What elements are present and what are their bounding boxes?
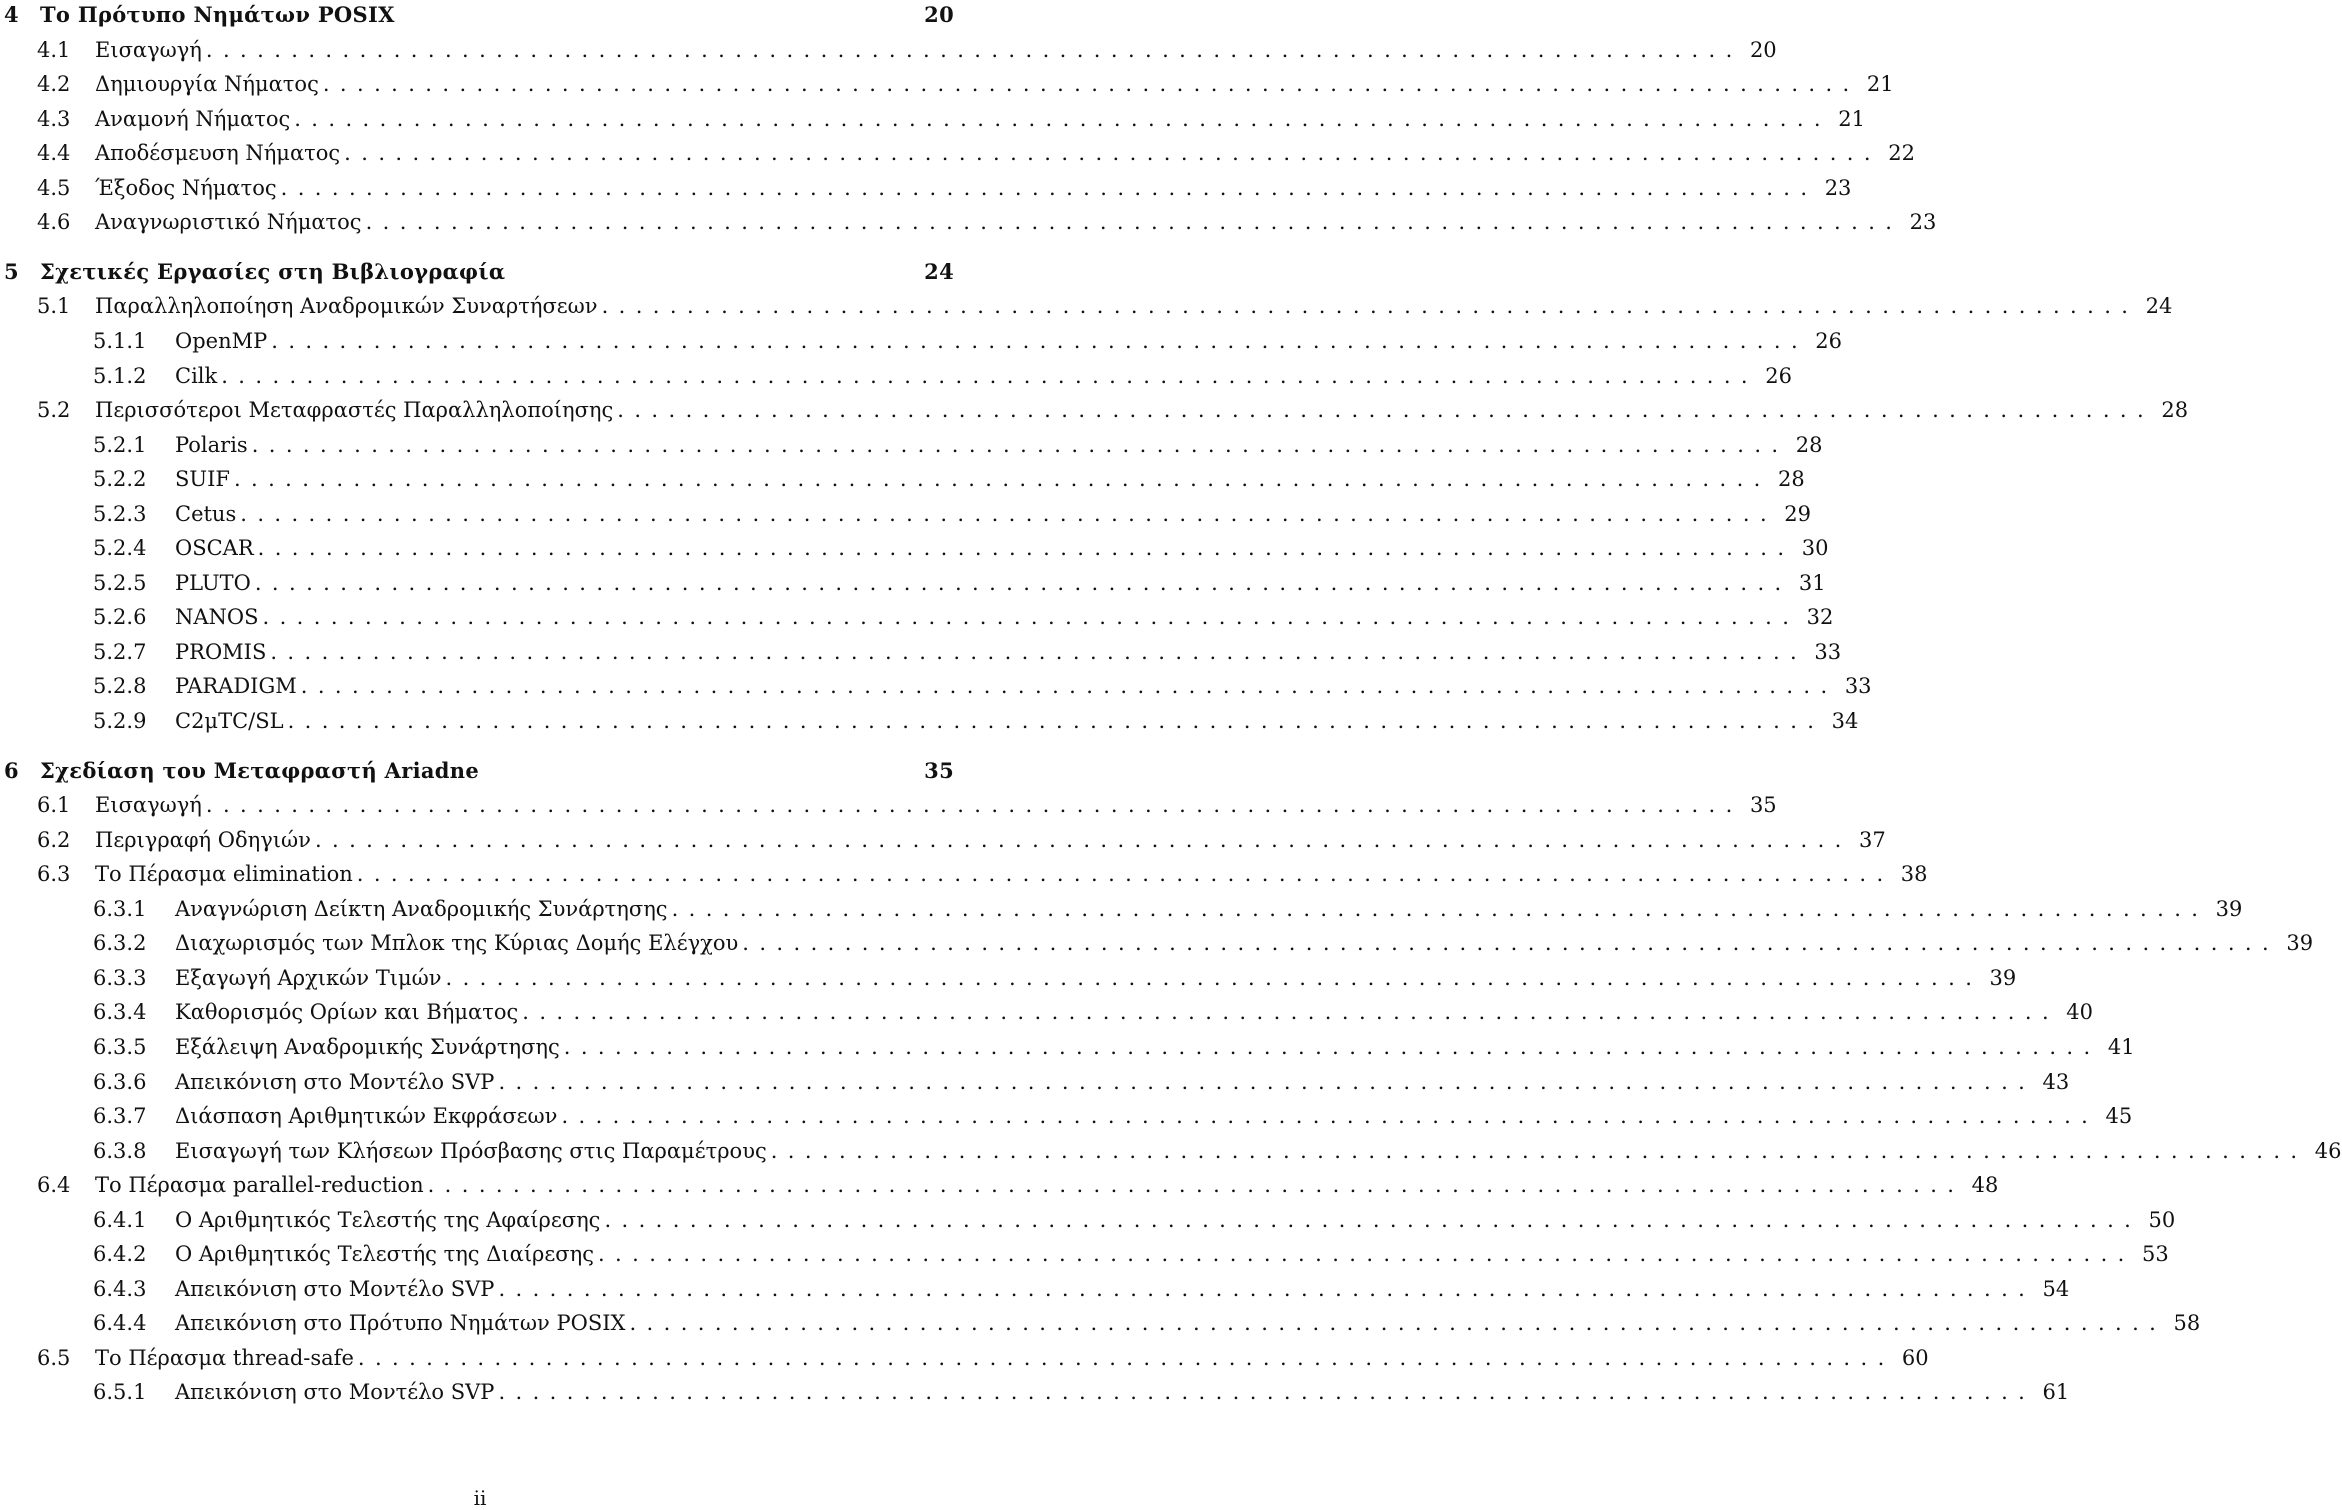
toc-section-entry[interactable] bbox=[0, 1168, 1999, 1202]
toc-entry-number: 6.4.4 bbox=[93, 1311, 147, 1336]
toc-entry-title: Ο Αριθμητικός Τελεστής της Διαίρεσης bbox=[175, 1242, 594, 1267]
toc-entry-number: 6.3.1 bbox=[93, 896, 147, 921]
toc-dot-leader: .......................................................................................... bbox=[294, 106, 1832, 131]
toc-section-entry[interactable] bbox=[0, 428, 1823, 462]
toc-section-entry[interactable] bbox=[0, 324, 1843, 358]
toc-entry-page: 43 bbox=[2042, 1069, 2070, 1094]
toc-entry-number: 4.1 bbox=[37, 37, 71, 62]
toc-entry-page: 37 bbox=[1858, 827, 1886, 852]
toc-entry-title: Polaris bbox=[175, 432, 248, 457]
toc-section-entry[interactable] bbox=[0, 1341, 1929, 1375]
toc-entry-page: 38 bbox=[1900, 862, 1928, 887]
toc-entry-number: 6.3.5 bbox=[93, 1034, 147, 1059]
toc-entry-title: OpenMP bbox=[175, 328, 268, 353]
toc-entry-title: Παραλληλοποίηση Αναδρομικών Συναρτήσεων bbox=[95, 294, 598, 319]
toc-dot-leader: .......................................................................................... bbox=[357, 1345, 1895, 1370]
toc-section-entry[interactable] bbox=[0, 531, 1829, 565]
toc-dot-leader: .......................................................................................... bbox=[522, 1000, 2060, 1025]
toc-entry-title: Το Πέρασμα thread-safe bbox=[95, 1345, 354, 1370]
toc-dot-leader: .......................................................................................... bbox=[356, 862, 1894, 887]
toc-section-entry[interactable] bbox=[0, 497, 1812, 531]
toc-section-entry[interactable] bbox=[0, 1099, 2133, 1133]
toc-entry-number: 6.5 bbox=[37, 1345, 71, 1370]
toc-entry-title: Εξαγωγή Αρχικών Τιμών bbox=[175, 965, 442, 990]
toc-dot-leader: .......................................................................................... bbox=[280, 175, 1818, 200]
toc-entry-number: 5.2.4 bbox=[93, 536, 147, 561]
toc-section-entry[interactable] bbox=[0, 1203, 2176, 1237]
toc-dot-leader: .......................................................................................... bbox=[770, 1138, 2308, 1163]
toc-entry-number: 4 bbox=[4, 2, 19, 27]
toc-entry-title: Δημιουργία Νήματος bbox=[95, 72, 319, 97]
toc-dot-leader: .......................................................................................... bbox=[617, 398, 2155, 423]
toc-entry-page: 22 bbox=[1888, 141, 1915, 166]
toc-entry-title: Εξάλειψη Αναδρομικής Συνάρτησης bbox=[175, 1034, 560, 1059]
toc-entry-title: Απεικόνιση στο Πρότυπο Νημάτων POSIX bbox=[175, 1311, 626, 1336]
toc-entry-number: 5.2.5 bbox=[93, 570, 147, 595]
toc-entry-page: 33 bbox=[1844, 674, 1872, 699]
toc-entry-number: 4.4 bbox=[37, 141, 71, 166]
toc-entry-title: Διαχωρισμός των Μπλοκ της Κύριας Δομής Ελέγχου bbox=[175, 931, 739, 956]
toc-section-entry[interactable] bbox=[0, 1237, 2169, 1271]
toc-entry-number: 4.3 bbox=[37, 106, 71, 131]
toc-dot-leader: .......................................................................................... bbox=[221, 363, 1759, 388]
toc-entry-page: 48 bbox=[1971, 1173, 1999, 1198]
toc-entry-page: 40 bbox=[2066, 1000, 2094, 1025]
toc-entry-number: 4.2 bbox=[37, 72, 71, 97]
toc-section-entry[interactable] bbox=[0, 1306, 2201, 1340]
toc-section-entry[interactable] bbox=[0, 669, 1872, 703]
toc-section-entry[interactable] bbox=[0, 1272, 2070, 1306]
toc-entry-title: Σχετικές Εργασίες στη Βιβλιογραφία bbox=[40, 258, 506, 284]
toc-dot-leader: .......................................................................................... bbox=[287, 709, 1825, 733]
toc-section-entry[interactable] bbox=[0, 102, 1866, 136]
toc-entry-title: Αναγνώριση Δείκτη Αναδρομικής Συνάρτησης bbox=[175, 896, 668, 921]
toc-entry-page: 39 bbox=[1989, 965, 2017, 990]
toc-entry-number: 5.2.6 bbox=[93, 605, 147, 630]
toc-dot-leader: .......................................................................................... bbox=[597, 1242, 2135, 1267]
toc-entry-page: 26 bbox=[1815, 328, 1843, 353]
toc-dot-leader: .......................................................................................... bbox=[205, 37, 1743, 62]
toc-entry-page: 20 bbox=[924, 2, 954, 27]
toc-entry-page: 35 bbox=[924, 757, 954, 783]
toc-entry-title: Καθορισμός Ορίων και Βήματος bbox=[175, 1000, 519, 1025]
toc-section-entry[interactable] bbox=[0, 566, 1826, 600]
toc-entry-number: 5.1.2 bbox=[93, 363, 147, 388]
page-number: ii bbox=[473, 1486, 487, 1510]
toc-section-entry[interactable] bbox=[0, 926, 2314, 960]
toc-entry-page: 31 bbox=[1798, 570, 1826, 595]
toc-entry-number: 6.5.1 bbox=[93, 1380, 147, 1405]
toc-entry-page: 23 bbox=[1909, 210, 1937, 235]
toc-entry-page: 33 bbox=[1814, 639, 1842, 664]
toc-entry-page: 24 bbox=[2145, 294, 2173, 319]
toc-entry-number: 5.2.9 bbox=[93, 709, 147, 733]
toc-entry-number: 5.2.2 bbox=[93, 467, 147, 492]
toc-entry-page: 39 bbox=[2215, 896, 2243, 921]
toc-dot-leader: .......................................................................................... bbox=[344, 141, 1881, 166]
toc-entry-page: 29 bbox=[1784, 501, 1812, 526]
toc-entry-page: 46 bbox=[2314, 1138, 2342, 1163]
toc-entry-title: Περιγραφή Οδηγιών bbox=[95, 827, 311, 852]
toc-dot-leader: .......................................................................................... bbox=[262, 605, 1800, 630]
toc-entry-title: SUIF bbox=[175, 467, 230, 492]
toc-section-entry[interactable] bbox=[0, 359, 1793, 393]
toc-entry-title: PROMIS bbox=[175, 639, 267, 664]
toc-section-entry[interactable] bbox=[0, 635, 1842, 669]
toc-entry-title: Αποδέσμευση Νήματος bbox=[95, 141, 341, 166]
toc-section-entry[interactable] bbox=[0, 892, 2243, 926]
toc-entry-title: Ο Αριθμητικός Τελεστής της Αφαίρεσης bbox=[175, 1207, 601, 1232]
toc-entry-number: 4.6 bbox=[37, 210, 71, 235]
toc-entry-number: 5.1.1 bbox=[93, 328, 147, 353]
toc-section-entry[interactable] bbox=[0, 205, 1937, 239]
toc-dot-leader: .......................................................................................... bbox=[671, 896, 2209, 921]
toc-dot-leader: .......................................................................................... bbox=[604, 1207, 2142, 1232]
toc-dot-leader: .......................................................................................... bbox=[240, 501, 1778, 526]
toc-dot-leader: .......................................................................................... bbox=[498, 1380, 2036, 1405]
toc-entry-number: 6.3.4 bbox=[93, 1000, 147, 1025]
toc-entry-page: 26 bbox=[1765, 363, 1793, 388]
toc-entry-number: 6.3.3 bbox=[93, 965, 147, 990]
toc-dot-leader: .......................................................................................... bbox=[601, 294, 2139, 319]
toc-dot-leader: .......................................................................................... bbox=[314, 827, 1852, 852]
toc-section-entry[interactable] bbox=[0, 33, 1777, 67]
toc-entry-page: 34 bbox=[1831, 709, 1859, 733]
toc-entry-page: 60 bbox=[1901, 1345, 1929, 1370]
toc-entry-title: Έξοδος Νήματος bbox=[95, 175, 277, 200]
toc-dot-leader: .......................................................................................... bbox=[561, 1104, 2099, 1129]
toc-entry-page: 50 bbox=[2148, 1207, 2176, 1232]
toc-entry-number: 6.4.1 bbox=[93, 1207, 147, 1232]
toc-dot-leader: .......................................................................................... bbox=[271, 328, 1809, 353]
toc-entry-number: 5.2.8 bbox=[93, 674, 147, 699]
toc-section-entry[interactable] bbox=[0, 393, 2189, 427]
toc-entry-number: 6.3.2 bbox=[93, 931, 147, 956]
toc-entry-number: 6.1 bbox=[37, 793, 71, 818]
toc-section-entry[interactable] bbox=[0, 1134, 2342, 1168]
toc-entry-page: 41 bbox=[2107, 1034, 2135, 1059]
toc-dot-leader: .......................................................................................... bbox=[254, 570, 1792, 595]
toc-entry-number: 6.3 bbox=[37, 862, 71, 887]
toc-entry-title: Το Πρότυπο Νημάτων POSIX bbox=[40, 2, 395, 27]
toc-entry-title: Το Πέρασμα elimination bbox=[95, 862, 353, 887]
toc-entry-page: 28 bbox=[2161, 398, 2189, 423]
toc-entry-page: 30 bbox=[1801, 536, 1829, 561]
toc-section-entry[interactable] bbox=[0, 136, 1915, 170]
toc-entry-number: 6.4.2 bbox=[93, 1242, 147, 1267]
toc-chapter-entry[interactable] bbox=[0, 0, 954, 32]
toc-dot-leader: .......................................................................................... bbox=[300, 674, 1838, 699]
toc-entry-page: 21 bbox=[1866, 72, 1894, 97]
toc-entry-title: Αναγνωριστικό Νήματος bbox=[95, 210, 362, 235]
toc-entry-title: Εισαγωγή bbox=[95, 37, 202, 62]
toc-entry-page: 24 bbox=[924, 258, 954, 284]
toc-entry-title: NANOS bbox=[175, 605, 259, 630]
toc-dot-leader: .......................................................................................... bbox=[445, 965, 1983, 990]
toc-entry-page: 23 bbox=[1824, 175, 1852, 200]
toc-section-entry[interactable] bbox=[0, 1065, 2070, 1099]
toc-section-entry[interactable] bbox=[0, 600, 1834, 634]
toc-section-entry[interactable] bbox=[0, 171, 1852, 205]
toc-entry-number: 5 bbox=[4, 258, 19, 284]
toc-dot-leader: .......................................................................................... bbox=[322, 72, 1860, 97]
toc-section-entry[interactable] bbox=[0, 857, 1928, 891]
toc-entry-page: 61 bbox=[2042, 1380, 2070, 1405]
toc-dot-leader: .......................................................................................... bbox=[742, 931, 2280, 956]
toc-entry-title: Διάσπαση Αριθμητικών Εκφράσεων bbox=[175, 1104, 558, 1129]
toc-entry-title: Cetus bbox=[175, 501, 237, 526]
toc-entry-title: C2μTC/SL bbox=[175, 709, 284, 733]
toc-entry-page: 20 bbox=[1749, 37, 1777, 62]
toc-dot-leader: .......................................................................................... bbox=[563, 1034, 2101, 1059]
toc-section-entry[interactable] bbox=[0, 289, 2173, 323]
toc-entry-number: 5.2.1 bbox=[93, 432, 147, 457]
toc-section-entry[interactable] bbox=[0, 995, 2094, 1029]
toc-entry-page: 45 bbox=[2105, 1104, 2133, 1129]
toc-entry-title: Εισαγωγή των Κλήσεων Πρόσβασης στις Παραμέτρους bbox=[175, 1138, 767, 1163]
toc-dot-leader: .......................................................................................... bbox=[498, 1276, 2036, 1301]
toc-dot-leader: .......................................................................................... bbox=[427, 1173, 1965, 1198]
toc-section-entry[interactable] bbox=[0, 788, 1777, 822]
toc-entry-page: 39 bbox=[2286, 931, 2314, 956]
toc-chapter-entry[interactable] bbox=[0, 255, 954, 289]
toc-chapter-entry[interactable] bbox=[0, 754, 954, 788]
toc-entry-title: Εισαγωγή bbox=[95, 793, 202, 818]
toc-section-entry[interactable] bbox=[0, 1375, 2070, 1409]
toc-dot-leader: .......................................................................................... bbox=[629, 1311, 2167, 1336]
toc-entry-number: 6 bbox=[4, 757, 19, 783]
toc-entry-number: 6.4.3 bbox=[93, 1276, 147, 1301]
toc-entry-title: Απεικόνιση στο Μοντέλο SVP bbox=[175, 1380, 495, 1405]
toc-entry-page: 53 bbox=[2142, 1242, 2169, 1267]
toc-entry-page: 54 bbox=[2042, 1276, 2070, 1301]
toc-entry-title: PLUTO bbox=[175, 570, 251, 595]
toc-entry-title: Απεικόνιση στο Μοντέλο SVP bbox=[175, 1276, 495, 1301]
toc-entry-title: PARADIGM bbox=[175, 674, 297, 699]
toc-section-entry[interactable] bbox=[0, 1030, 2135, 1064]
toc-dot-leader: .......................................................................................... bbox=[205, 793, 1743, 818]
toc-entry-title: Σχεδίαση του Μεταφραστή Ariadne bbox=[40, 757, 480, 783]
toc-dot-leader: .......................................................................................... bbox=[251, 432, 1789, 457]
toc-dot-leader: .......................................................................................... bbox=[365, 210, 1903, 235]
toc-dot-leader: .......................................................................................... bbox=[233, 467, 1771, 492]
toc-entry-page: 32 bbox=[1806, 605, 1834, 630]
toc-entry-title: Απεικόνιση στο Μοντέλο SVP bbox=[175, 1069, 495, 1094]
toc-entry-number: 5.2.7 bbox=[93, 639, 147, 664]
toc-section-entry[interactable] bbox=[0, 961, 2017, 995]
toc-entry-page: 28 bbox=[1778, 467, 1805, 492]
toc-entry-number: 5.2 bbox=[37, 398, 71, 423]
toc-dot-leader: .......................................................................................... bbox=[257, 536, 1795, 561]
toc-entry-page: 58 bbox=[2173, 1311, 2201, 1336]
toc-entry-number: 6.3.6 bbox=[93, 1069, 147, 1094]
toc-section-entry[interactable] bbox=[0, 67, 1894, 101]
toc-entry-title: Περισσότεροι Μεταφραστές Παραλληλοποίησης bbox=[95, 398, 614, 423]
toc-entry-page: 21 bbox=[1838, 106, 1866, 131]
toc-entry-number: 6.3.7 bbox=[93, 1104, 147, 1129]
toc-entry-page: 35 bbox=[1749, 793, 1777, 818]
toc-section-entry[interactable] bbox=[0, 462, 1805, 496]
toc-dot-leader: .......................................................................................... bbox=[498, 1069, 2036, 1094]
toc-entry-number: 4.5 bbox=[37, 175, 71, 200]
toc-entry-title: Cilk bbox=[175, 363, 218, 388]
toc-entry-number: 5.1 bbox=[37, 294, 71, 319]
toc-entry-title: OSCAR bbox=[175, 536, 254, 561]
toc-entry-title: Το Πέρασμα parallel-reduction bbox=[95, 1173, 424, 1198]
toc-entry-number: 5.2.3 bbox=[93, 501, 147, 526]
toc-entry-number: 6.3.8 bbox=[93, 1138, 147, 1163]
toc-dot-leader: .......................................................................................... bbox=[270, 639, 1808, 664]
toc-entry-number: 6.4 bbox=[37, 1173, 71, 1198]
toc-entry-title: Αναμονή Νήματος bbox=[95, 106, 291, 131]
toc-entry-number: 6.2 bbox=[37, 827, 71, 852]
toc-section-entry[interactable] bbox=[0, 704, 1859, 738]
toc-entry-page: 28 bbox=[1795, 432, 1823, 457]
toc-section-entry[interactable] bbox=[0, 823, 1886, 857]
